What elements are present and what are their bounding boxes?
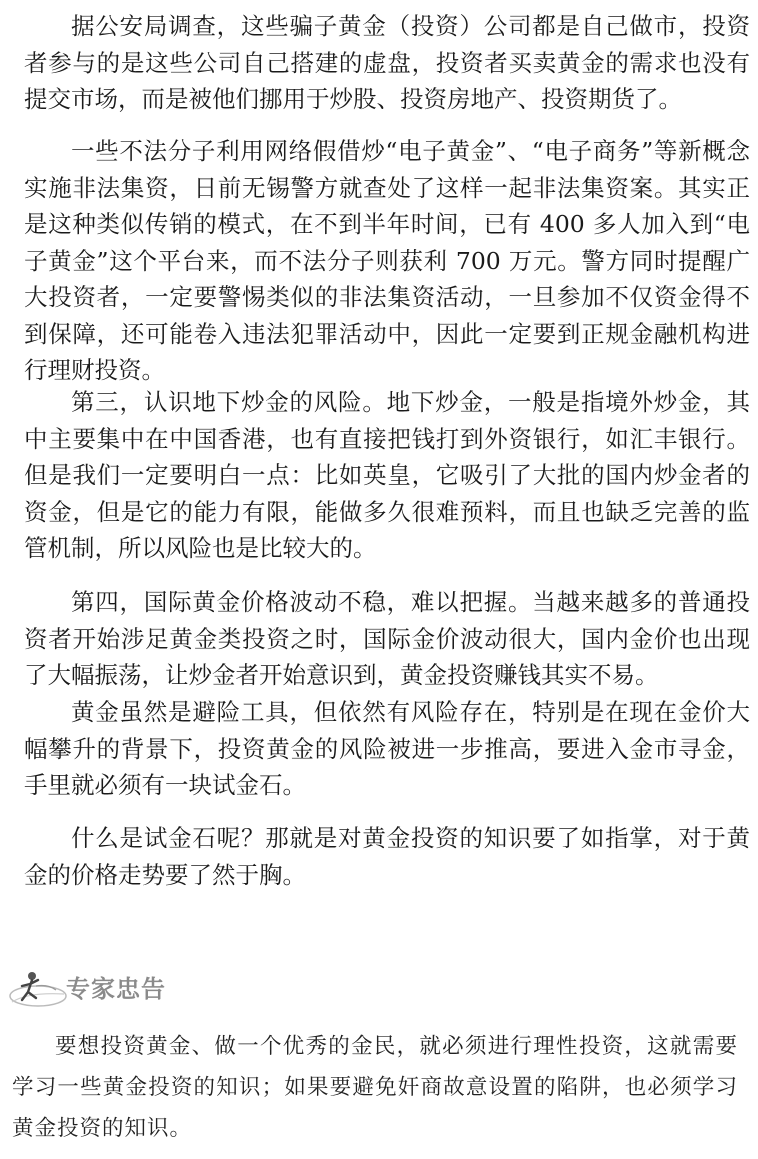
expert-advice-heading — [8, 966, 228, 1014]
body-paragraph-1: 据公安局调查，这些骗子黄金（投资）公司都是自己做市，投资者参与的是这些公司自己搭建的虚盘，投资者买卖黄金的需求也没有提交市场，而是被他们挪用于炒股、投资房地产、投资期货了。 — [24, 12, 750, 113]
body-paragraph-3: 第三，认识地下炒金的风险。地下炒金，一般是指境外炒金，其中主要集中在中国香港，也有直接把钱打到外资银行，如汇丰银行。但是我们一定要明白一点：比如英皇，它吸引了大批的国内炒金者的资金，但是它的能力有限，能做多久很难预料，而且也缺乏完善的监管机制，所以风险也是比较大的。 — [24, 388, 750, 562]
running-figure-icon — [8, 966, 68, 1014]
body-paragraph-4: 第四，国际黄金价格波动不稳，难以把握。当越来越多的普通投资者开始涉足黄金类投资之时，国际金价波动很大，国内金价也出现了大幅振荡，让炒金者开始意识到，黄金投资赚钱其实不易。 — [24, 588, 750, 689]
body-paragraph-2: 一些不法分子利用网络假借炒“电子黄金”、“电子商务”等新概念实施非法集资，日前无锡警方就查处了这样一起非法集资案。其实正是这种类似传销的模式，在不到半年时间，已有 400 多人加入到“电子黄金”这个平台来，而不法分子则获利 700 万元。警方同时提醒广大投资者，一定要警惕类似的非法集资活动，一旦参加不仅资金得不到保障，还可能卷入违法犯罪活动中，因此一定要到正规金融机构进行理财投资。 — [24, 137, 750, 384]
section-title: 专家忠告 — [66, 975, 166, 1003]
expert-advice-text: 要想投资黄金、做一个优秀的金民，就必须进行理性投资，这就需要学习一些黄金投资的知识；如果要避免奸商故意设置的陷阱，也必须学习黄金投资的知识。 — [12, 1034, 738, 1141]
body-paragraph-6: 什么是试金石呢？那就是对黄金投资的知识要了如指掌，对于黄金的价格走势要了然于胸。 — [24, 824, 750, 889]
body-paragraph-5: 黄金虽然是避险工具，但依然有风险存在，特别是在现在金价大幅攀升的背景下，投资黄金的风险被进一步推高，要进入金市寻金，手里就必须有一块试金石。 — [24, 698, 750, 799]
